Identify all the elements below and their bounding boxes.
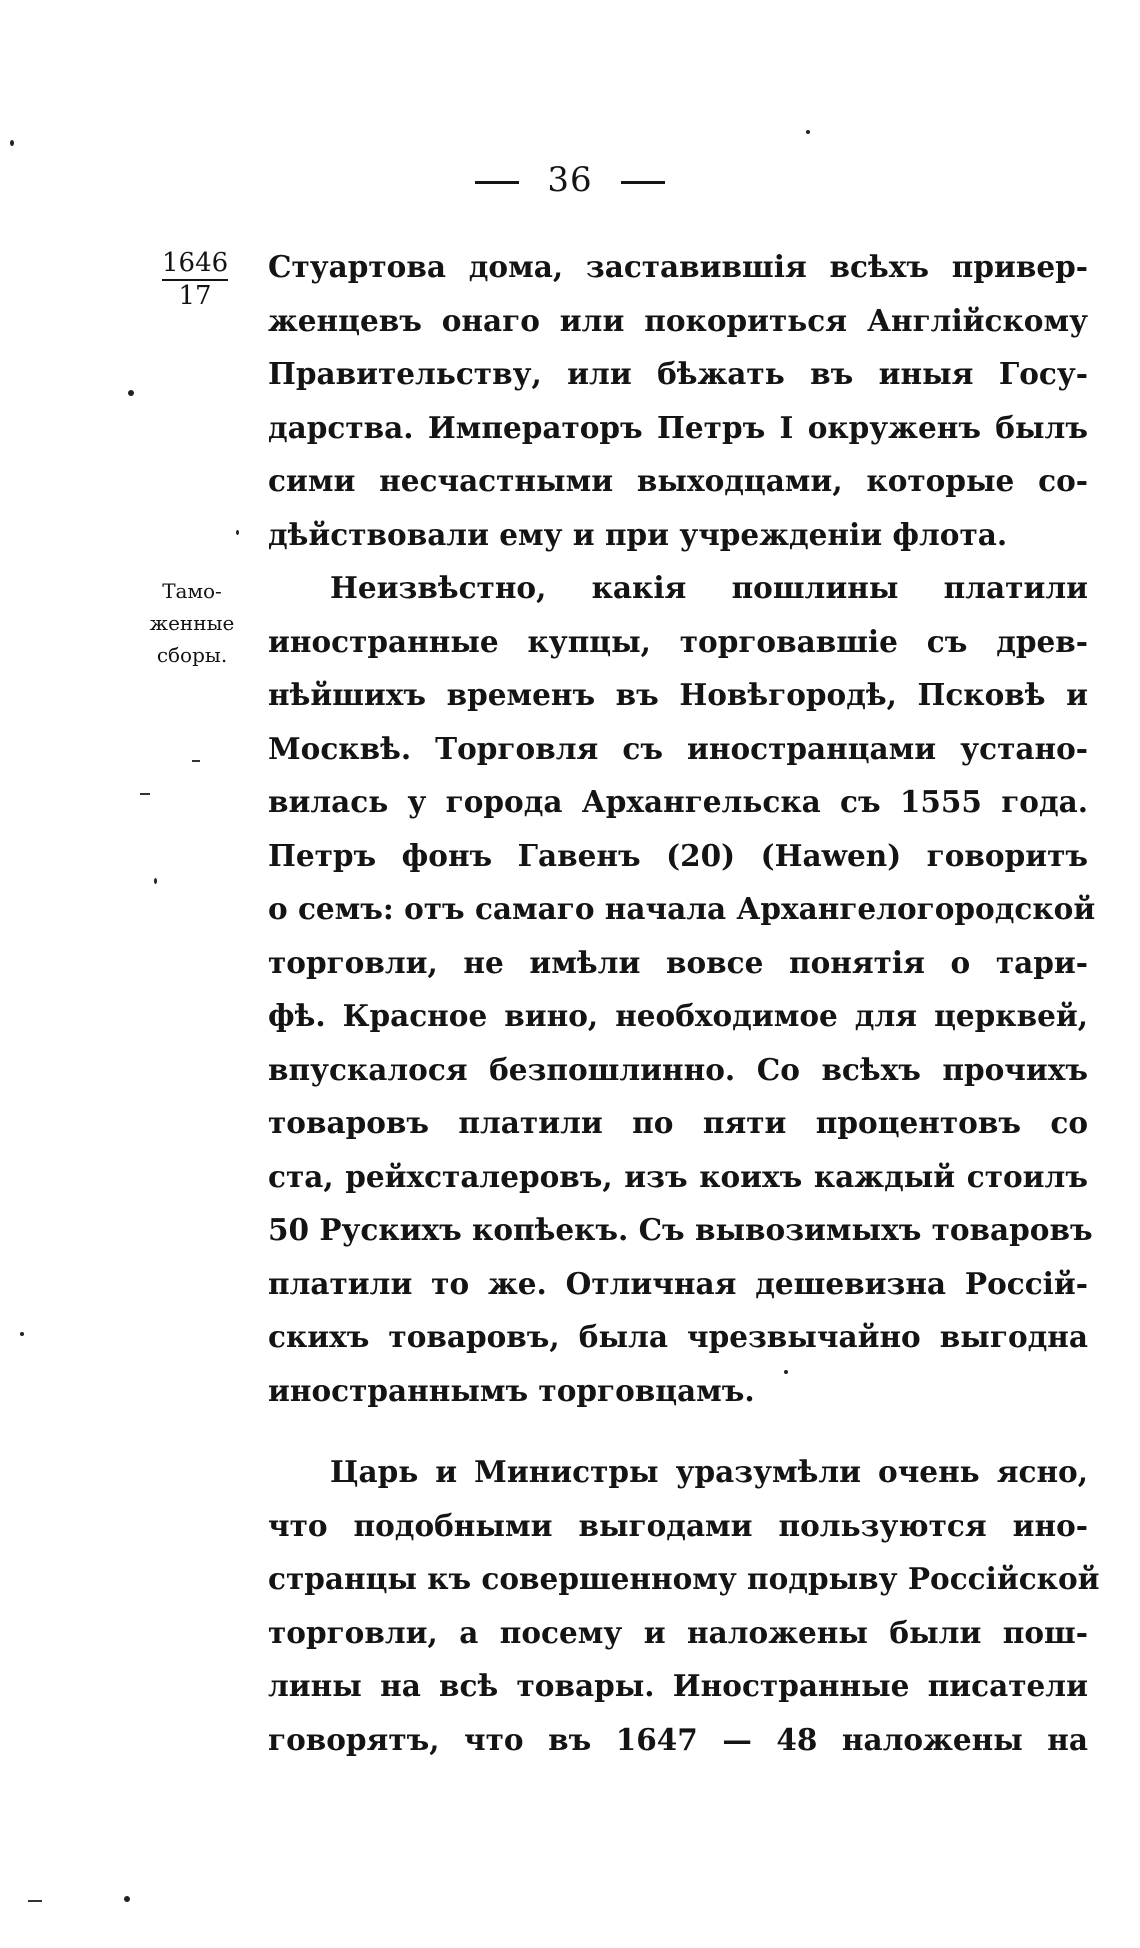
text-line: Петръ фонъ Гавенъ (20) (Hawen) говоритъ bbox=[268, 837, 1088, 873]
header-dash-left bbox=[475, 181, 519, 184]
text-line: вилась у города Архангельска съ 1555 года. bbox=[268, 784, 1088, 819]
margin-date-bottom: 17 bbox=[178, 281, 212, 311]
text-line: торговли, а посему и наложены были пош- bbox=[268, 1614, 1088, 1650]
margin-date-top: 1646 bbox=[162, 248, 228, 281]
paragraph-3 bbox=[268, 1445, 1100, 1766]
text-line: говорятъ, что въ 1647 — 48 наложены на bbox=[268, 1721, 1088, 1757]
text-line: впускалося безпошлинно. Со всѣхъ прочихъ bbox=[268, 1051, 1088, 1087]
scan-speck bbox=[128, 390, 134, 396]
text-line: 50 Рускихъ копѣекъ. Съ вывозимыхъ товаровъ bbox=[268, 1212, 1093, 1247]
text-line: лины на всѣ товары. Иностранные писатели bbox=[268, 1668, 1088, 1703]
text-line: Царь и Министры уразумѣли очень ясно, bbox=[330, 1454, 1088, 1489]
text-line: товаровъ платили по пяти процентовъ со bbox=[268, 1105, 1088, 1140]
body-text bbox=[268, 240, 1100, 1766]
text-line: странцы къ совершенному подрыву Россійской bbox=[268, 1561, 1100, 1596]
paragraph-gap bbox=[268, 1417, 1088, 1445]
text-line: фѣ. Красное вино, необходимое для церквей, bbox=[268, 998, 1088, 1033]
scan-speck bbox=[236, 530, 239, 535]
scan-speck bbox=[784, 1370, 788, 1374]
page-number: 36 bbox=[547, 160, 593, 200]
margin-note-line: женные bbox=[149, 611, 235, 635]
margin-note bbox=[132, 575, 252, 671]
text-line: иностраннымъ торговцамъ. bbox=[268, 1372, 755, 1408]
text-line: сими несчастными выходцами, которые со- bbox=[268, 463, 1088, 498]
margin-note-line: сборы. bbox=[156, 643, 228, 667]
page-header bbox=[0, 160, 1140, 200]
margin-note-line: Тамо- bbox=[162, 579, 222, 603]
text-line: дѣйствовали ему и при учрежденіи флота. bbox=[268, 516, 1008, 552]
scan-speck bbox=[20, 1332, 24, 1336]
text-line: скихъ товаровъ, была чрезвычайно выгодна bbox=[268, 1319, 1088, 1354]
text-line: нѣйшихъ временъ въ Новѣгородѣ, Псковѣ и bbox=[268, 677, 1088, 712]
scan-mark bbox=[28, 1900, 42, 1902]
text-line: ста, рейхсталеровъ, изъ коихъ каждый стоилъ bbox=[268, 1158, 1088, 1194]
text-line: Стуартова дома, заставившія всѣхъ привер- bbox=[268, 249, 1088, 284]
scan-speck bbox=[806, 130, 810, 134]
scan-speck bbox=[154, 878, 157, 884]
text-line: о семъ: отъ самаго начала Архангелогородской bbox=[268, 891, 1096, 926]
text-line: торговли, не имѣли вовсе понятія о тари- bbox=[268, 944, 1088, 980]
scan-speck bbox=[124, 1896, 130, 1902]
scan-speck bbox=[10, 140, 14, 146]
paragraph-2 bbox=[268, 561, 1096, 1417]
text-line: дарства. Императоръ Петръ I окруженъ былъ bbox=[268, 409, 1088, 445]
margin-date bbox=[162, 248, 228, 311]
text-line: иностранные купцы, торговавшіе съ древ- bbox=[268, 623, 1088, 659]
text-line: Неизвѣстно, какія пошлины платили bbox=[330, 570, 1088, 605]
paragraph-1 bbox=[268, 240, 1088, 561]
text-line: женцевъ онаго или покориться Англійскому bbox=[268, 302, 1088, 338]
text-line: что подобными выгодами пользуются ино- bbox=[268, 1507, 1088, 1543]
scan-mark bbox=[140, 793, 150, 795]
header-dash-right bbox=[621, 181, 665, 184]
scan-mark bbox=[192, 760, 200, 762]
text-line: Москвѣ. Торговля съ иностранцами устано- bbox=[268, 730, 1088, 766]
text-line: Правительству, или бѣжать въ иныя Госу- bbox=[268, 356, 1088, 391]
text-line: платили то же. Отличная дешевизна Россій- bbox=[268, 1265, 1088, 1301]
